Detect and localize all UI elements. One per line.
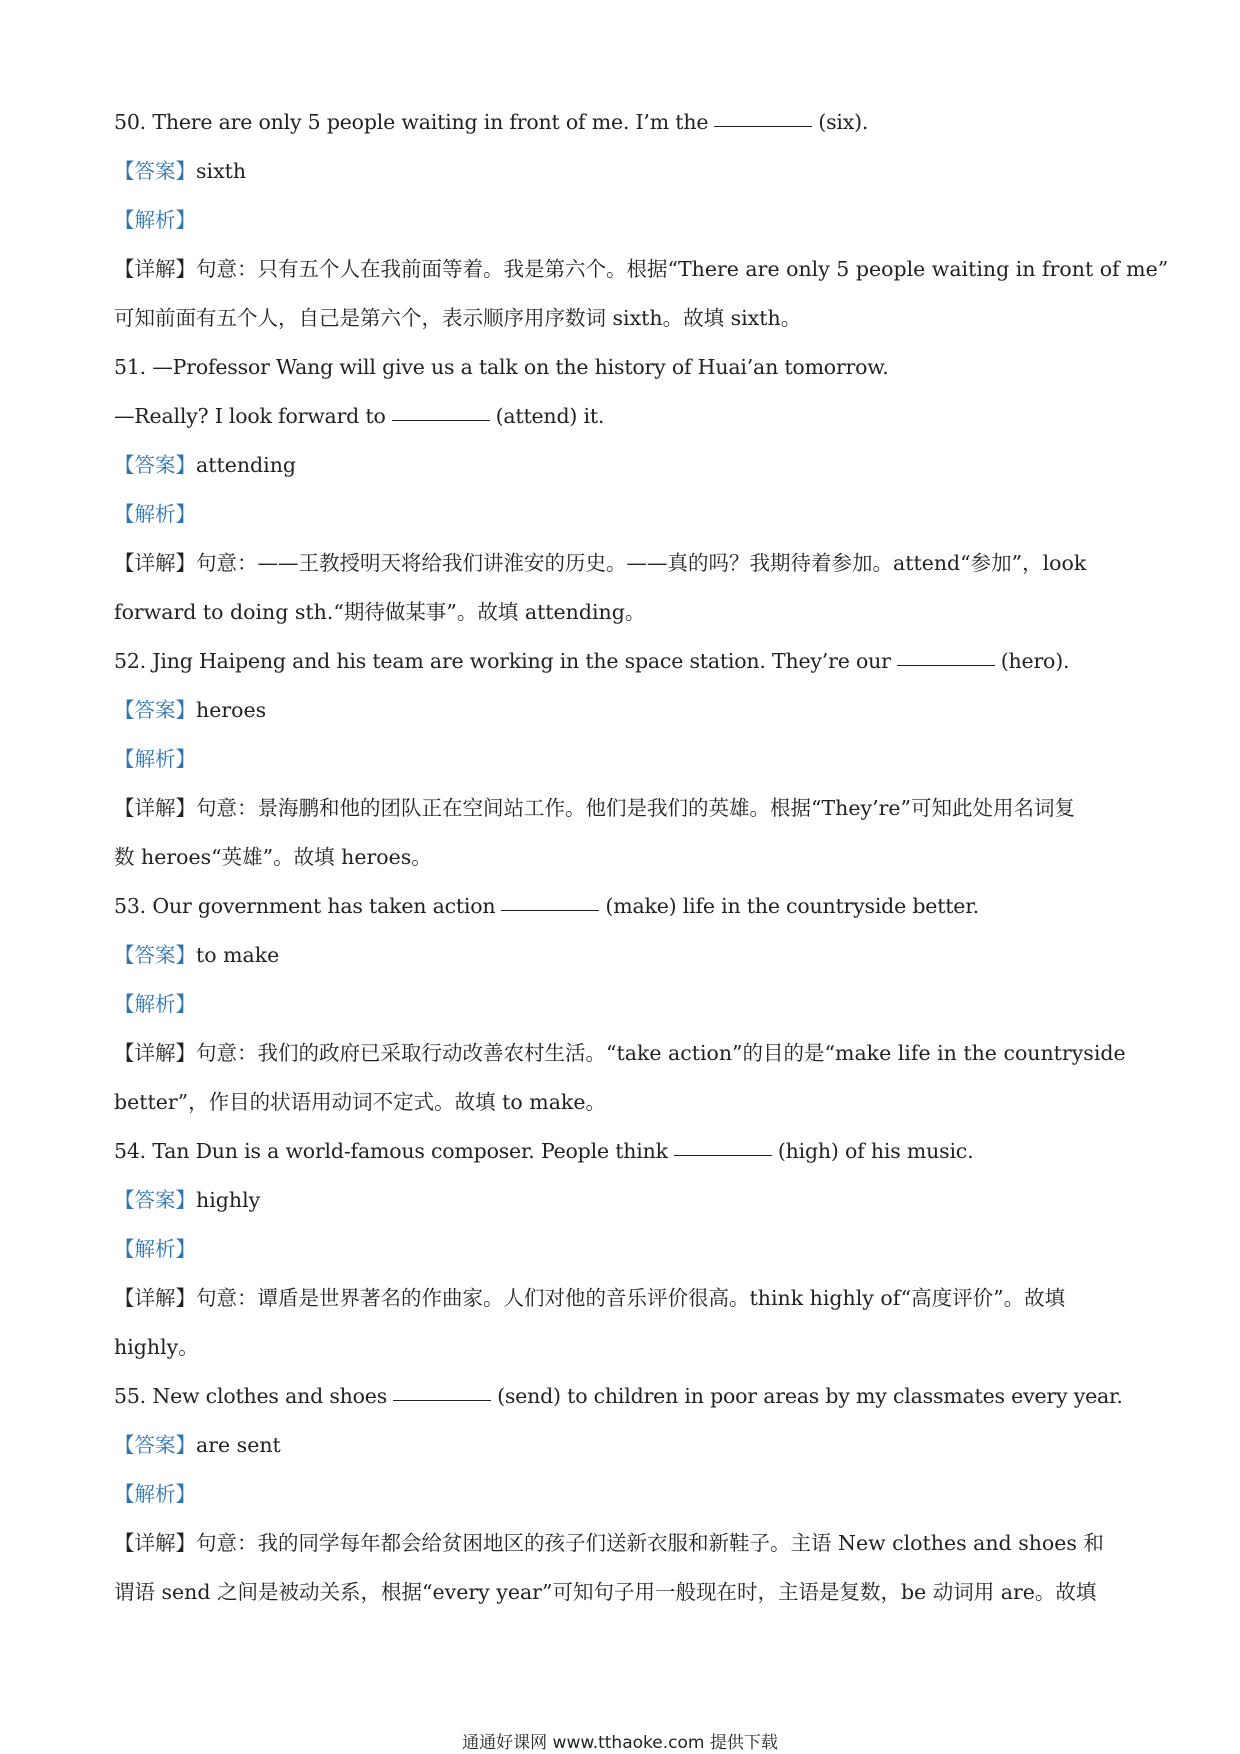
- question-text: —Professor Wang will give us a talk on the history of Huai’an tomorrow.: [152, 355, 889, 379]
- question-54: [114, 1127, 1134, 1176]
- page-footer: 通通好课网 www.tthaoke.com 提供下载: [462, 1733, 778, 1753]
- answer-row: [114, 441, 1134, 490]
- question-51-reply: [114, 392, 1134, 441]
- detail-text: 句意：谭盾是世界著名的作曲家。人们对他的音乐评价很高。think highly of“高度评价”。故填: [196, 1286, 1066, 1310]
- detail-row: [114, 1029, 1134, 1078]
- answer-row: [114, 1421, 1134, 1470]
- answer-value: to make: [196, 943, 280, 967]
- question-number: 50.: [114, 110, 147, 134]
- question-55: [114, 1372, 1134, 1421]
- question-51: [114, 343, 1134, 392]
- question-text: —Really? I look forward to: [114, 404, 386, 428]
- question-hint: (six).: [818, 110, 869, 134]
- question-number: 51.: [114, 355, 147, 379]
- question-hint: (attend) it.: [495, 404, 605, 428]
- detail-row: [114, 1519, 1134, 1568]
- answer-value: heroes: [196, 698, 267, 722]
- question-number: 53.: [114, 894, 147, 918]
- detail-text: 谓语 send 之间是被动关系，根据“every year”可知句子用一般现在时，主语是复数，be 动词用 are。故填: [114, 1580, 1097, 1604]
- detail-row-continued: [114, 1568, 1134, 1617]
- analysis-label: 【解析】: [114, 208, 196, 232]
- question-hint: (high) of his music.: [777, 1139, 974, 1163]
- question-52: [114, 637, 1134, 686]
- detail-text: 句意：——王教授明天将给我们讲淮安的历史。——真的吗？我期待着参加。attend“参加”，look: [196, 551, 1087, 575]
- answer-row: [114, 686, 1134, 735]
- detail-row: [114, 1274, 1134, 1323]
- answer-label: 【答案】: [114, 698, 196, 722]
- detail-text: forward to doing sth.“期待做某事”。故填 attending。: [114, 600, 646, 624]
- detail-text: 句意：景海鹏和他的团队正在空间站工作。他们是我们的英雄。根据“They’re”可知此处用名词复: [196, 796, 1075, 820]
- analysis-label: 【解析】: [114, 1482, 196, 1506]
- analysis-row: [114, 1225, 1134, 1274]
- question-53: [114, 882, 1134, 931]
- answer-value: sixth: [196, 159, 247, 183]
- answer-label: 【答案】: [114, 159, 196, 183]
- question-hint: (make) life in the countryside better.: [605, 894, 979, 918]
- analysis-row: [114, 1470, 1134, 1519]
- answer-row: [114, 1176, 1134, 1225]
- detail-row-continued: [114, 1323, 1134, 1372]
- detail-text: 句意：我们的政府已采取行动改善农村生活。“take action”的目的是“make life in the countryside: [196, 1041, 1126, 1065]
- answer-blank: [501, 910, 599, 911]
- analysis-label: 【解析】: [114, 502, 196, 526]
- answer-blank: [674, 1155, 772, 1156]
- detail-label: 【详解】: [114, 1531, 196, 1555]
- analysis-label: 【解析】: [114, 992, 196, 1016]
- detail-text: 句意：我的同学每年都会给贫困地区的孩子们送新衣服和新鞋子。主语 New clothes and shoes 和: [196, 1531, 1104, 1555]
- answer-blank: [393, 1400, 491, 1401]
- answer-label: 【答案】: [114, 453, 196, 477]
- question-hint: (send) to children in poor areas by my classmates every year.: [497, 1384, 1123, 1408]
- detail-label: 【详解】: [114, 1041, 196, 1065]
- analysis-row: [114, 196, 1134, 245]
- question-text: New clothes and shoes: [152, 1384, 388, 1408]
- detail-row: [114, 245, 1169, 294]
- detail-text: better”，作目的状语用动词不定式。故填 to make。: [114, 1090, 606, 1114]
- document-page: [114, 98, 1169, 1617]
- analysis-label: 【解析】: [114, 747, 196, 771]
- question-text: There are only 5 people waiting in front of me. I’m the: [152, 110, 709, 134]
- answer-blank: [392, 420, 490, 421]
- analysis-row: [114, 490, 1134, 539]
- detail-label: 【详解】: [114, 796, 196, 820]
- answer-label: 【答案】: [114, 1433, 196, 1457]
- detail-text: 句意：只有五个人在我前面等着。我是第六个。根据“There are only 5 people waiting in front of me”: [196, 257, 1169, 281]
- answer-value: attending: [196, 453, 297, 477]
- detail-text: highly。: [114, 1335, 199, 1359]
- answer-value: highly: [196, 1188, 261, 1212]
- question-50: [114, 98, 1134, 147]
- detail-row-continued: [114, 588, 1134, 637]
- question-number: 54.: [114, 1139, 147, 1163]
- question-text: Jing Haipeng and his team are working in the space station. They’re our: [152, 649, 891, 673]
- question-text: Our government has taken action: [152, 894, 496, 918]
- answer-label: 【答案】: [114, 943, 196, 967]
- detail-label: 【详解】: [114, 257, 196, 281]
- analysis-row: [114, 735, 1134, 784]
- question-number: 55.: [114, 1384, 147, 1408]
- detail-row: [114, 784, 1134, 833]
- answer-value: are sent: [196, 1433, 281, 1457]
- answer-row: [114, 147, 1134, 196]
- question-number: 52.: [114, 649, 147, 673]
- detail-row-continued: [114, 833, 1134, 882]
- answer-blank: [897, 665, 995, 666]
- detail-text: 数 heroes“英雄”。故填 heroes。: [114, 845, 432, 869]
- detail-text: 可知前面有五个人，自己是第六个，表示顺序用序数词 sixth。故填 sixth。: [114, 306, 802, 330]
- detail-row-continued: [114, 1078, 1134, 1127]
- analysis-label: 【解析】: [114, 1237, 196, 1261]
- answer-label: 【答案】: [114, 1188, 196, 1212]
- answer-row: [114, 931, 1134, 980]
- question-hint: (hero).: [1000, 649, 1070, 673]
- answer-blank: [714, 126, 812, 127]
- analysis-row: [114, 980, 1134, 1029]
- detail-label: 【详解】: [114, 551, 196, 575]
- question-text: Tan Dun is a world-famous composer. People think: [152, 1139, 668, 1163]
- detail-label: 【详解】: [114, 1286, 196, 1310]
- detail-row-continued: [114, 294, 1134, 343]
- detail-row: [114, 539, 1134, 588]
